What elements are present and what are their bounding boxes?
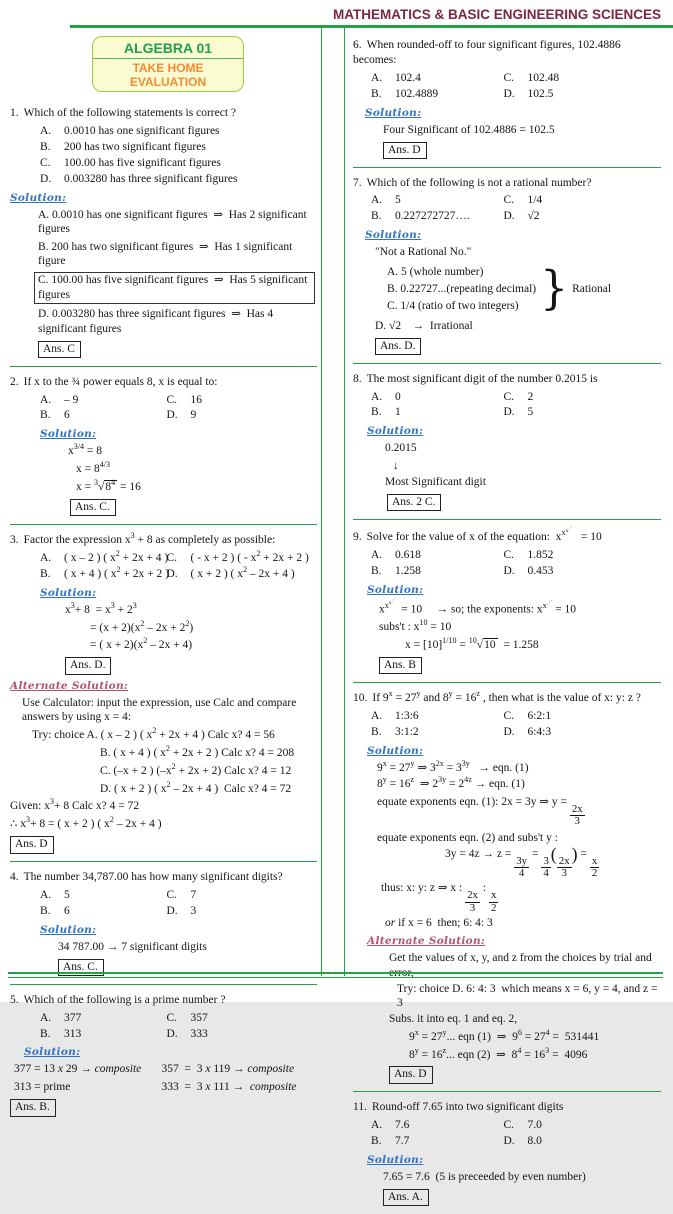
choice-row: [167, 408, 316, 423]
choice-text: 0.227272727….: [395, 210, 470, 223]
question-text: Which of the following is a prime number ?: [23, 993, 226, 1006]
solution-line: C. 1/4 (ratio of two integers): [387, 300, 519, 313]
solution-line: B. 200 has two significant figures ⇒ Has 1 significant figure: [38, 240, 293, 268]
question-number: 7.: [353, 176, 362, 189]
choice-row: [503, 725, 659, 740]
choices: [371, 1118, 659, 1149]
choice-letter: C.: [166, 551, 178, 564]
choice-text: 102.4889: [395, 87, 439, 100]
answer-line: [375, 337, 659, 355]
choices: [371, 193, 659, 224]
choice-row: [167, 1011, 316, 1026]
solution-line: A. 0.0010 has one significant figures ⇒ Has 2 significant figures: [38, 208, 307, 236]
choice-row: [503, 709, 659, 724]
choice-text: 102.4: [395, 71, 421, 84]
choice-row: [503, 1134, 659, 1149]
solution-line: 0.2015: [385, 442, 417, 455]
solution-line: Get the values of x, y, and z from the choices by trial and error,: [389, 952, 652, 979]
choice-text: 0.618: [395, 549, 421, 562]
alt-solution-label: Alternate Solution:: [10, 679, 129, 692]
choice-letter: A.: [371, 71, 383, 84]
choice-letter: B.: [40, 140, 51, 153]
question-section: [10, 367, 317, 525]
choice-letter: B.: [371, 565, 382, 578]
choice-row: [503, 1118, 659, 1133]
choice-text: 0.453: [527, 565, 554, 578]
question: [10, 870, 315, 885]
choice-row: [503, 564, 659, 579]
choice-letter: C.: [503, 709, 515, 722]
answer-box: Ans. D: [383, 142, 427, 159]
choice-letter: C.: [503, 71, 515, 84]
solution-line: D. √2 → Irrational: [375, 319, 473, 332]
choice-row: [371, 193, 503, 208]
choice-text: 3: [190, 904, 197, 917]
choice-letter: D.: [503, 210, 515, 223]
solution-label: Solution:: [367, 584, 424, 597]
question: [10, 106, 315, 121]
choice-letter: C.: [166, 1011, 178, 1024]
question-section: [10, 985, 317, 1143]
question: [10, 993, 315, 1008]
choice-letter: B.: [40, 1027, 51, 1040]
choice-letter: C.: [166, 393, 178, 406]
choices: [40, 124, 315, 187]
boxed-line: C. 100.00 has five significant figures ⇒ Has 5 significant figures: [34, 272, 315, 304]
choice-row: [40, 408, 167, 423]
choice-letter: B.: [40, 904, 51, 917]
choice-text: 5: [395, 194, 401, 207]
question: [353, 1100, 659, 1115]
choice-text: 3:1:2: [395, 725, 419, 738]
choice-letter: A.: [371, 194, 383, 207]
question-section: [353, 1092, 661, 1214]
solution-line: = $(x + 2)(x^2 - 2x + 2^2)$: [90, 618, 194, 634]
solution-line: $8^y = 16^z$ ⇒ $2^{3y} = 2^{4z}$ → eqn. (1): [377, 774, 525, 790]
solution-line-right: 357 = 3 x 119 → composite: [161, 1063, 295, 1076]
solution-line: Try: choice A. ( x – 2 ) ( $x^2 + 2x + 4$ ) Calc x? 4 = 56: [32, 726, 275, 741]
choice-row: [371, 564, 503, 579]
choice-row: [371, 548, 503, 563]
question-text: Which of the following is not a rational number?: [366, 176, 592, 189]
choice-row: [371, 71, 503, 86]
choice-row: [503, 405, 659, 420]
choices: [40, 393, 315, 424]
choice-text: 0.003280 has three significant figures: [64, 172, 238, 185]
choice-row: [371, 209, 503, 224]
solution-line: $x^{x^{x^⋰}} = 10$ → so; the exponents: $x^{x^⋰} = 10$: [379, 597, 576, 616]
choice-letter: B.: [371, 87, 382, 100]
choice-text: 1.258: [395, 565, 421, 578]
choice-text: ( x + 2 ) ( $x^2 - 2x + 4$ ): [190, 564, 295, 580]
choice-row: [371, 1118, 503, 1133]
choice-row: [371, 87, 503, 102]
solution-line: [14, 1080, 315, 1094]
solution-line: $9^x = 27^y$ ⇒ $3^{2x} = 3^{3y}$ → eqn. (1): [377, 758, 529, 774]
choice-row: [371, 725, 503, 740]
choice-letter: A.: [371, 549, 383, 562]
question-section: [10, 98, 317, 367]
choice-letter: A.: [40, 551, 52, 564]
choice-letter: D.: [166, 567, 178, 580]
choice-text: 1.852: [527, 549, 554, 562]
question-number: 3.: [10, 533, 19, 546]
choice-text: 377: [64, 1011, 82, 1024]
question: [353, 176, 659, 191]
page-title: MATHEMATICS & BASIC ENGINEERING SCIENCES: [332, 7, 661, 22]
answer-line: [10, 835, 315, 853]
answer-line: [387, 493, 659, 511]
choice-letter: A.: [371, 1119, 383, 1132]
choice-letter: D.: [503, 725, 515, 738]
choice-text: 16: [190, 393, 202, 406]
choices: [371, 709, 659, 740]
choice-row: [40, 904, 167, 919]
choice-text: 200 has two significant figures: [64, 140, 206, 153]
choice-letter: A.: [40, 393, 52, 406]
answer-line: [10, 1098, 315, 1116]
choice-letter: B.: [371, 1135, 382, 1148]
choice-row: [371, 405, 503, 420]
two-column-layout: [0, 28, 665, 1203]
brace-label: Rational: [572, 283, 612, 296]
choice-row: [166, 548, 316, 566]
solution-line: D. 0.003280 has three significant figures ⇒ Has 4 significant figures: [38, 308, 274, 335]
question-section: [353, 520, 661, 683]
choice-text: 102.48: [527, 71, 560, 84]
choice-letter: D.: [40, 172, 52, 185]
solution-line: B. 0.22727...(repeating decimal): [387, 283, 537, 296]
choice-row: [371, 390, 503, 405]
choice-text: 8.0: [527, 1135, 542, 1148]
choice-row: [503, 87, 659, 102]
choice-row: [40, 548, 169, 566]
choice-row: [503, 548, 659, 563]
solution-line-left: 377 = 13 x 29 → composite: [14, 1063, 142, 1076]
choice-text: 7.7: [395, 1135, 410, 1148]
choice-text: 9: [190, 409, 197, 422]
badge-subtitle: TAKE HOME EVALUATION: [129, 61, 207, 89]
choice-letter: C.: [503, 194, 515, 207]
question-text: The number 34,787.00 has how many significant digits?: [23, 871, 283, 884]
solution-label: Solution:: [367, 1154, 424, 1167]
choices: [40, 548, 315, 582]
solution-line: = ( $x + 2)(x^2 - 2x + 4)$: [90, 636, 193, 652]
choice-letter: D.: [503, 1135, 515, 1148]
solution-line: Given: $x^3+ 8$ Calc x? 4 = 72: [10, 797, 140, 813]
answer-box: Ans. B: [379, 657, 422, 674]
choice-text: 1: [395, 406, 401, 419]
choice-row: [40, 1027, 167, 1042]
solution-line-right: 333 = 3 x 111 → composite: [161, 1081, 297, 1094]
choice-text: 100.00 has five significant figures: [64, 156, 221, 169]
choice-text: 5: [64, 889, 70, 901]
choice-row: [503, 390, 659, 405]
choices: [40, 1011, 315, 1042]
choice-row: [40, 1011, 167, 1026]
badge-title: ALGEBRA 01: [93, 40, 243, 59]
choice-row: [40, 124, 315, 139]
solution-line: A. 5 (whole number): [387, 265, 484, 278]
alt-solution-label: Alternate Solution:: [367, 935, 486, 948]
question-text: Solve for the value of x of the equation: $x^{x^{x^⋰}} = 10$: [366, 524, 602, 544]
question-text: The most significant digit of the number 0.2015 is: [366, 372, 598, 385]
solution-line: Most Significant digit: [385, 476, 486, 489]
choice-text: 0.0010 has one significant figures: [64, 124, 220, 137]
choice-row: [503, 71, 659, 86]
question-text: Factor the expression $x^3 + 8$ as completely as possible:: [23, 531, 276, 546]
question-section: [10, 862, 317, 985]
choice-text: ( x – 2 ) ( $x^2 + 2x + 4$ ): [64, 548, 169, 564]
brace-icon: }: [540, 262, 569, 316]
question: [353, 524, 659, 545]
question-text: When rounded-off to four significant figures, 102.4886 becomes:: [353, 39, 621, 66]
solution-label: Solution:: [365, 229, 422, 242]
answer-line: [389, 1065, 659, 1083]
choice-letter: C.: [503, 390, 515, 403]
choice-text: 357: [190, 1011, 208, 1024]
choice-text: 0: [395, 390, 401, 403]
column-gutter: [322, 28, 344, 976]
solution-line: C. (–x + 2 ) $(-x^2 + 2x + 2)$ Calc x? 4 = 12: [100, 761, 292, 777]
choice-text: ( x + 4 ) ( $x^2 + 2x + 2$ ): [64, 564, 169, 580]
choice-letter: A.: [371, 390, 383, 403]
solution-label: Solution:: [367, 744, 424, 757]
choice-letter: B.: [371, 210, 382, 223]
choice-text: 5: [527, 406, 534, 419]
choice-row: [167, 1027, 316, 1042]
question-section: [353, 364, 661, 520]
choices: [371, 71, 659, 102]
choice-row: [167, 888, 316, 903]
choice-text: 6: [64, 409, 70, 422]
question-number: 10.: [353, 691, 368, 704]
question-number: 4.: [10, 871, 19, 884]
brace-lines: [387, 263, 536, 315]
choice-text: √2: [527, 210, 540, 223]
question-section: [353, 168, 661, 364]
choice-row: [40, 172, 315, 187]
solution-line: equate exponents eqn. (1): 2x = 3y ⇒ y = $\frac{2x}{3}$: [377, 795, 583, 828]
solution-label: Solution:: [10, 191, 67, 204]
choice-text: 6:2:1: [527, 709, 552, 722]
solution-label: Solution:: [40, 586, 97, 599]
question: [10, 533, 315, 548]
right-column: [344, 28, 665, 1203]
solution-line: [34, 272, 315, 304]
answer-box: Ans. A.: [383, 1189, 429, 1206]
solution-line: B. ( x + 4 ) ( $x^2 + 2x + 2$ ) Calc x? 4 = 208: [100, 743, 295, 759]
choice-letter: D.: [503, 406, 515, 419]
solution-line: D. ( x + 2 ) ( $x^2 - 2x + 4$ ) Calc x? 4 = 72: [100, 779, 292, 795]
choices: [371, 548, 659, 579]
question-section: [353, 683, 661, 1092]
question-number: 1.: [10, 107, 19, 119]
solution-label: Solution:: [367, 425, 424, 438]
answer-box: Ans. D: [389, 1066, 433, 1083]
choice-letter: C.: [166, 889, 178, 901]
question: [10, 375, 315, 390]
solution-line: $x^{3/4} = 8$: [68, 442, 103, 458]
choice-row: [40, 156, 315, 171]
choice-row: [503, 209, 659, 224]
choice-letter: A.: [40, 124, 52, 137]
solution-label: Solution:: [365, 106, 422, 119]
choices: [40, 888, 315, 919]
choice-row: [371, 1134, 503, 1149]
answer-line: [379, 656, 659, 674]
choice-row: [40, 564, 169, 582]
choice-text: – 9: [64, 393, 79, 406]
solution-line-left: 313 = prime: [14, 1081, 71, 1094]
choice-row: [40, 393, 167, 408]
choices: [371, 390, 659, 421]
solution-line: $8^y = 16^z$... eqn (2) ⇒ $8^4 = 16^3 = 4096$: [409, 1045, 588, 1061]
question: [353, 38, 659, 68]
choice-letter: A.: [40, 889, 52, 901]
solution-line: 3y = 4z → z = $\frac{3y}{4}$ = $\frac{3}{4}$ ( $\frac{2x}{3}$ ) = $\frac{x}{2}$: [445, 844, 598, 880]
choice-letter: D.: [166, 904, 178, 917]
choice-letter: A.: [371, 709, 383, 722]
question-section: [353, 30, 661, 168]
solution-line: 34 787.00 → 7 significant digits: [58, 940, 207, 953]
answer-line: [383, 141, 659, 159]
answer-line: [383, 1188, 659, 1206]
solution-label: Solution:: [40, 923, 97, 936]
choice-letter: D.: [166, 1027, 178, 1040]
choice-letter: D.: [166, 409, 178, 422]
choice-text: 102.5: [527, 87, 554, 100]
answer-box: Ans. 2 C.: [387, 494, 441, 511]
question-number: 11.: [353, 1101, 367, 1114]
choice-text: 1/4: [527, 194, 543, 207]
question-number: 2.: [10, 375, 19, 388]
question-text: Round-off 7.65 into two significant digits: [371, 1101, 564, 1114]
answer-box: Ans. C.: [70, 499, 116, 516]
choice-letter: B.: [40, 409, 51, 422]
choice-text: 1:3:6: [395, 709, 419, 722]
choice-row: [371, 709, 503, 724]
solution-line: thus: x: y: z ⇒ x : $\frac{2x}{3}$ : $\frac{x}{2}$: [381, 882, 497, 914]
answer-line: [70, 498, 315, 516]
choice-text: 6: [64, 904, 70, 917]
question-number: 9.: [353, 531, 362, 544]
left-column: [0, 28, 322, 1114]
solution-line: ∴ $x^3+ 8$ = ( x + 2 ) ( $x^2 - 2x + 4$ ): [10, 815, 162, 831]
answer-box: Ans. D.: [65, 657, 111, 674]
choice-row: [40, 888, 167, 903]
choice-text: 7: [190, 889, 197, 901]
bottom-rule: [8, 972, 663, 978]
choice-text: 313: [64, 1027, 82, 1040]
solution-line: subs't : $x^{10} = 10$: [379, 618, 452, 634]
choice-letter: C.: [503, 1119, 515, 1132]
solution-line: or if x = 6 then; 6: 4: 3: [385, 916, 493, 929]
question-section: [10, 525, 317, 862]
choice-text: 7.0: [527, 1119, 542, 1132]
answer-box: Ans. C: [38, 341, 81, 358]
answer-box: Ans. C.: [58, 959, 104, 976]
solution-label: Solution:: [24, 1046, 81, 1059]
solution-line: $x = ^3√8^4 = 16$: [76, 478, 141, 494]
solution-line: ↓: [393, 460, 399, 473]
question: [353, 691, 659, 706]
choice-row: [167, 904, 316, 919]
question-number: 8.: [353, 372, 362, 385]
choice-row: [503, 193, 659, 208]
choice-row: [40, 140, 315, 155]
choice-letter: B.: [371, 406, 382, 419]
solution-label: Solution:: [40, 428, 97, 441]
solution-line: equate exponents eqn. (2) and subs't y :: [377, 832, 558, 844]
solution-line: 7.65 = 7.6 (5 is preceeded by even number): [383, 1171, 586, 1184]
solution-line: "Not a Rational No.": [375, 246, 472, 259]
question-text: If $9^x = 27^y$ and $8^y = 16^z$ , then what is the value of x: y: z ?: [372, 689, 641, 704]
choice-row: [166, 564, 316, 582]
choice-letter: C.: [40, 156, 51, 169]
question-text: Which of the following statements is correct ?: [23, 107, 236, 119]
answer-line: [65, 656, 315, 674]
choice-text: 7.6: [395, 1119, 410, 1132]
choice-letter: C.: [503, 549, 515, 562]
choice-letter: D.: [503, 87, 515, 100]
choice-text: 333: [190, 1027, 208, 1040]
answer-box: Ans. D.: [375, 338, 421, 355]
question-number: 5.: [10, 993, 19, 1006]
answer-line: [38, 340, 315, 358]
question-number: 6.: [353, 39, 362, 51]
solution-line: $9^x = 27^y$... eqn (1) ⇒ $9^6 = 27^4 = 531441$: [409, 1027, 600, 1043]
choice-letter: D.: [503, 565, 515, 578]
solution-line: Use Calculator: input the expression, use Calc and compare answers by using x = 4:: [22, 696, 297, 724]
choice-text: 2: [527, 390, 534, 403]
choice-text: 6:4:3: [527, 725, 552, 738]
choice-letter: A.: [40, 1011, 52, 1024]
solution-line: Four Significant of 102.4886 = 102.5: [383, 123, 555, 136]
solution-line: Subs. it into eq. 1 and eq. 2,: [389, 1012, 518, 1025]
badge: [92, 36, 244, 92]
choice-letter: B.: [40, 567, 51, 580]
solution-line: Try: choice D. 6: 4: 3 which means x = 6, y = 4, and z = 3: [397, 982, 658, 1009]
choice-row: [167, 393, 316, 408]
solution-line: $x = [10]^{1/10} = ^{10}√10 = 1.258$: [405, 636, 539, 652]
solution-line: [14, 1062, 315, 1076]
answer-box: Ans. D: [10, 836, 54, 853]
solution-line: $x^3+ 8 = x^3 + 2^3$: [65, 600, 137, 616]
choice-letter: B.: [371, 725, 382, 738]
question-text: If x to the ¾ power equals 8, x is equal to:: [23, 375, 218, 388]
answer-box: Ans. B.: [10, 1099, 56, 1116]
choice-text: ( - x + 2 ) ( - $x^2 + 2x + 2$ ): [190, 548, 309, 564]
question: [353, 372, 659, 387]
solution-line: $x = 8^{4/3}$: [76, 460, 111, 476]
brace-group: [387, 263, 659, 315]
